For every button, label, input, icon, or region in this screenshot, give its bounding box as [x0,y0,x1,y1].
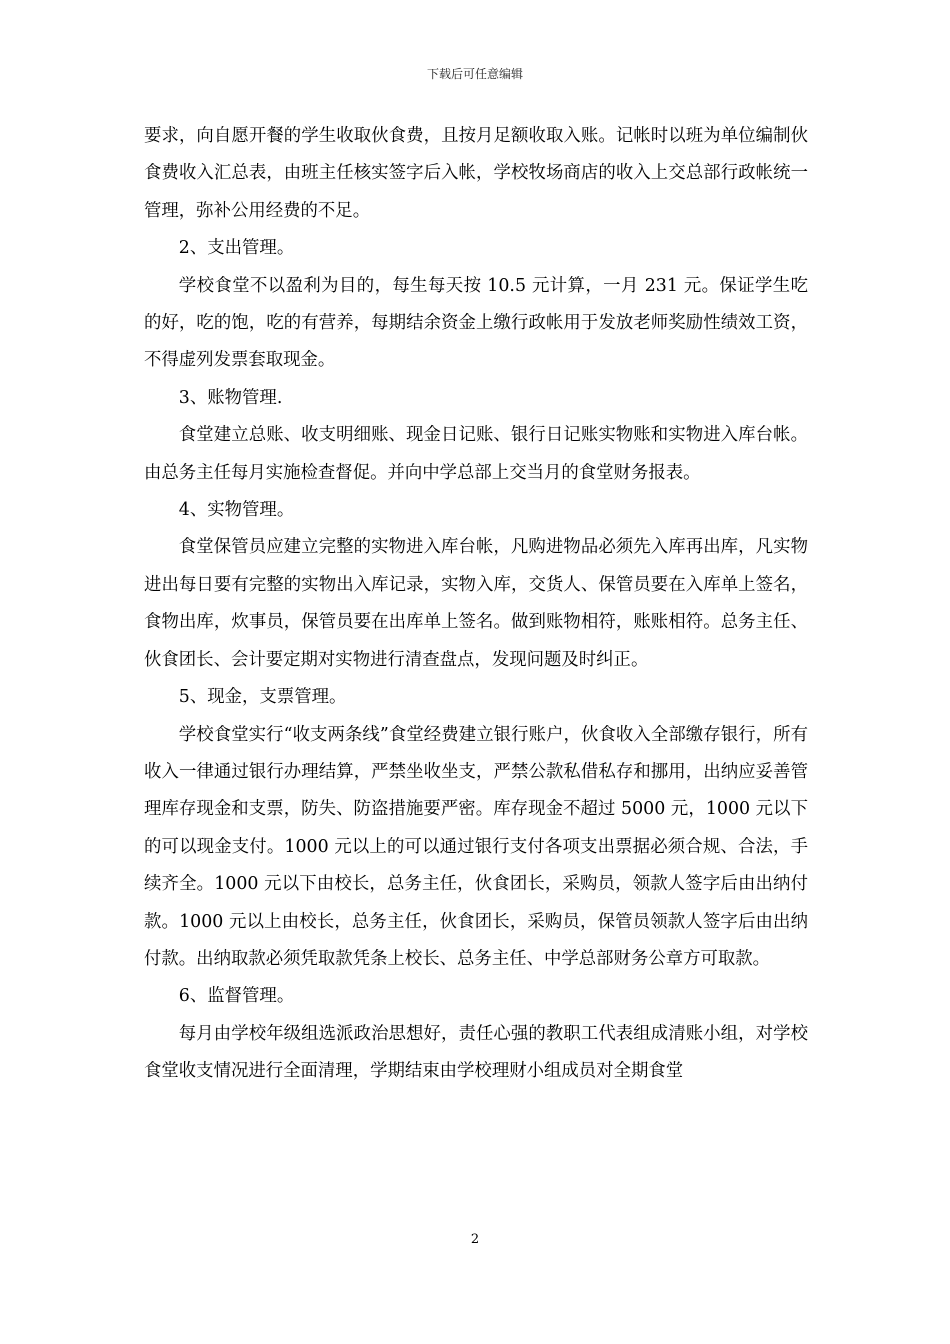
heading-accounts-management: 3、账物管理. [178,387,283,408]
page-header: 下载后可任意编辑 [426,67,523,81]
page-number: 2 [470,1232,480,1247]
paragraph-accounts: 食堂建立总账、收支明细账、现金日记账、银行日记账实物账和实物进入库台帐。由总务主任每月实施检查督促。并向中学总部上交当月的食堂财务报表。 [144,425,808,483]
paragraph-expenditure: 学校食堂不以盈利为目的，每生每天按 10.5 元计算，一月 231 元。保证学生吃的好，吃的饱，吃的有营养，每期结余资金上缴行政帐用于发放老师奖励性绩效工资，不得虚列发票套取现金。 [144,275,808,371]
paragraph-cash-cheque: 学校食堂实行“收支两条线”食堂经费建立银行账户，伙食收入全部缴存银行，所有收入一律通过银行办理结算，严禁坐收坐支，严禁公款私借私存和挪用，出纳应妥善管理库存现金和支票，防失、防盗措施要严密。库存现金不超过 5000 元，1000 元以下的可以现金支付。1000 元以上的可以通过银行支付各项支出票据必须合规、合法，手续齐全。1000 元以下由校长，总务主任，伙食团长，采购员，领款人签字后由出纳付款。1000 元以上由校长，总务主任，伙食团长，采购员，保管员领款人签字后由出纳付款。出纳取款必须凭取款凭条上校长、总务主任、中学总部财务公章方可取款。 [144,724,808,969]
paragraph-inventory: 食堂保管员应建立完整的实物进入库台帐，凡购进物品必须先入库再出库，凡实物进出每日要有完整的实物出入库记录，实物入库，交货人、保管员要在入库单上签名，食物出库，炊事员，保管员要在出库单上签名。做到账物相符，账账相符。总务主任、伙食团长、会计要定期对实物进行清查盘点，发现问题及时纠正。 [144,537,808,670]
heading-supervision-management: 6、监督管理。 [178,986,295,1007]
paragraph-supervision: 每月由学校年级组选派政治思想好，责任心强的教职工代表组成清账小组，对学校食堂收支情况进行全面清理，学期结束由学校理财小组成员对全期食堂 [144,1023,808,1082]
heading-inventory-management: 4、实物管理。 [178,500,295,521]
paragraph-revenue-continued: 要求，向自愿开餐的学生收取伙食费，且按月足额收取入账。记帐时以班为单位编制伙食费收入汇总表，由班主任核实签字后入帐，学校牧场商店的收入上交总部行政帐统一管理，弥补公用经费的不足。 [144,126,808,221]
document-body [144,118,808,1091]
heading-cash-cheque-management: 5、现金，支票管理。 [178,687,347,708]
heading-expenditure-management: 2、支出管理。 [178,238,295,259]
